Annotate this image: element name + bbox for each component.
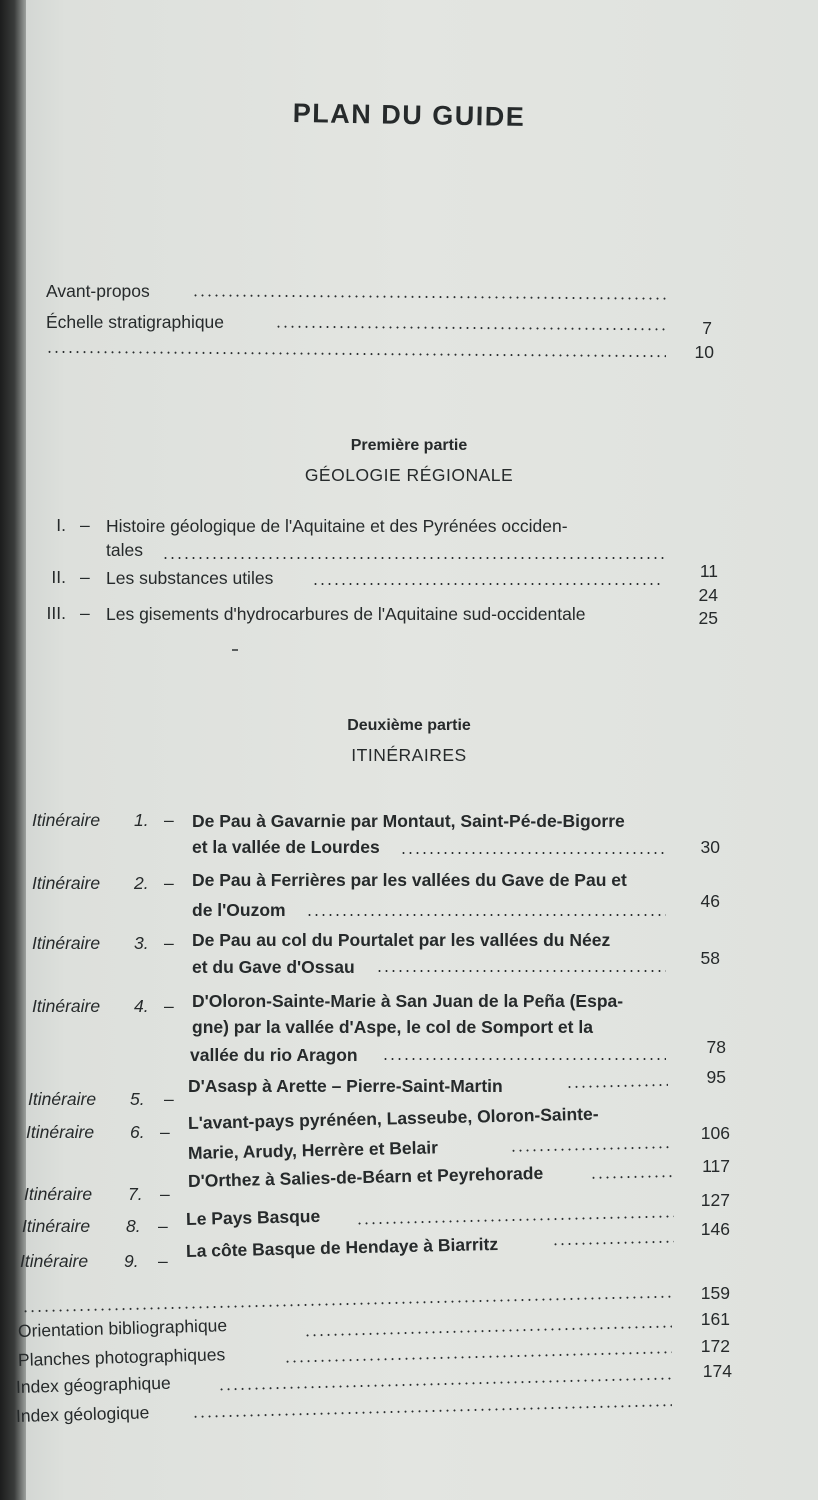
part-heading: Première partie: [350, 437, 468, 454]
itinerary-number: 2.: [134, 873, 149, 893]
dot-leader: [590, 1175, 672, 1179]
itinerary-label: Itinéraire: [22, 1216, 91, 1236]
itinerary-number: 3.: [134, 933, 149, 953]
dot-leader: [192, 1404, 672, 1418]
toc-entry-continuation: Marie, Arudy, Herrère et Belair: [187, 1137, 439, 1163]
itinerary-number: 1.: [134, 810, 149, 830]
dot-leader: [400, 852, 666, 854]
itinerary-label: Itinéraire: [32, 810, 101, 830]
itinerary-number: 7.: [128, 1184, 143, 1204]
page-number: 159: [700, 1283, 730, 1303]
roman-numeral: II.: [51, 567, 66, 587]
page-number: 174: [702, 1361, 732, 1381]
dot-leader: [275, 326, 665, 331]
page-number: 127: [700, 1190, 730, 1210]
itinerary-label: Itinéraire: [24, 1184, 93, 1204]
roman-numeral: I.: [56, 515, 66, 535]
page-number: 11: [699, 561, 718, 581]
page-number: 30: [700, 837, 720, 857]
page-number: 25: [698, 608, 718, 628]
page-number: 24: [698, 585, 718, 605]
page-number: 10: [694, 342, 714, 362]
dot-leader: [552, 1241, 674, 1246]
page-number: 46: [700, 891, 720, 911]
toc-entry-itineraire-2: De Pau à Ferrières par les vallées du Gave de Pau et: [192, 870, 627, 890]
itinerary-label: Itinéraire: [26, 1122, 95, 1142]
entry-dash: –: [164, 1089, 174, 1109]
dot-leader: [306, 914, 666, 916]
entry-dash: –: [164, 810, 174, 830]
dot-leader: [22, 1296, 672, 1313]
dot-leader: [162, 557, 664, 559]
toc-entry-itineraire-3: De Pau au col du Pourtalet par les vallées du Néez: [192, 930, 611, 950]
dot-leader: [510, 1146, 670, 1152]
toc-entry-orientation-bibliographique: Orientation bibliographique: [17, 1315, 228, 1341]
entry-dash: –: [158, 1216, 168, 1236]
dot-leader: [376, 970, 666, 972]
entry-dash: –: [80, 603, 90, 623]
itinerary-label: Itinéraire: [20, 1251, 89, 1271]
part-heading: Deuxième partie: [347, 717, 471, 734]
page-number: 161: [700, 1309, 730, 1329]
itinerary-number: 6.: [130, 1122, 145, 1142]
toc-entry-itineraire-7: D'Orthez à Salies-de-Béarn et Peyrehorade: [187, 1162, 544, 1191]
toc-entry-itineraire-8: Le Pays Basque: [185, 1205, 321, 1229]
page-title: PLAN DU GUIDE: [292, 97, 526, 133]
toc-entry-histoire-geologique: Histoire géologique de l'Aquitaine et des Pyrénées occiden-: [106, 516, 568, 536]
page-number: 117: [702, 1156, 730, 1176]
section-title: ITINÉRAIRES: [351, 745, 467, 765]
roman-numeral: III.: [46, 603, 66, 623]
ink-mark: [232, 649, 238, 651]
toc-entry-itineraire-6: L'avant-pays pyrénéen, Lasseube, Oloron-Sainte-: [187, 1103, 599, 1133]
itinerary-number: 4.: [134, 996, 149, 1016]
page-number: 146: [700, 1219, 730, 1239]
dot-leader: [304, 1326, 672, 1337]
toc-entry-substances-utiles: Les substances utiles: [106, 568, 274, 588]
itinerary-label: Itinéraire: [28, 1089, 97, 1109]
itinerary-number: 5.: [130, 1089, 145, 1109]
toc-entry-index-geologique: Index géologique: [15, 1402, 150, 1426]
toc-entry-planches-photographiques: Planches photographiques: [17, 1344, 226, 1370]
entry-dash: –: [164, 996, 174, 1016]
itinerary-label: Itinéraire: [32, 933, 101, 953]
toc-entry-avant-propos: Avant-propos: [46, 281, 150, 301]
toc-entry-itineraire-9: La côte Basque de Hendaye à Biarritz: [185, 1233, 499, 1261]
entry-dash: –: [80, 515, 90, 535]
toc-entry-gisements-hydrocarbures: Les gisements d'hydrocarbures de l'Aquitaine sud-occidentale: [106, 604, 586, 624]
page-number: 7: [702, 318, 712, 338]
entry-dash: –: [160, 1184, 170, 1204]
dot-leader: [566, 1084, 668, 1088]
toc-entry-continuation: gne) par la vallée d'Aspe, le col de Somport et la: [192, 1017, 593, 1037]
toc-entry-echelle-stratigraphique: Échelle stratigraphique: [46, 312, 225, 332]
entry-dash: –: [164, 933, 174, 953]
toc-entry-itineraire-1: De Pau à Gavarnie par Montaut, Saint-Pé-de-Bigorre: [192, 811, 625, 831]
dot-leader: [46, 351, 666, 357]
entry-dash: –: [80, 567, 90, 587]
toc-entry-itineraire-5: D'Asasp à Arette – Pierre-Saint-Martin: [188, 1076, 503, 1096]
dot-leader: [356, 1215, 674, 1224]
toc-entry-continuation: de l'Ouzom: [192, 900, 286, 920]
toc-entry-continuation: et la vallée de Lourdes: [192, 837, 380, 857]
dot-leader: [218, 1377, 672, 1390]
page-number: 95: [706, 1067, 726, 1087]
toc-entry-continuation: et du Gave d'Ossau: [192, 957, 355, 977]
itinerary-number: 9.: [124, 1251, 139, 1271]
dot-leader: [284, 1351, 672, 1362]
toc-entry-continuation: vallée du rio Aragon: [190, 1045, 358, 1065]
page-number: 106: [700, 1123, 730, 1143]
section-title: GÉOLOGIE RÉGIONALE: [304, 465, 514, 485]
dot-leader: [312, 583, 664, 585]
itinerary-label: Itinéraire: [32, 996, 101, 1016]
itinerary-label: Itinéraire: [32, 873, 101, 893]
dot-leader: [192, 294, 666, 299]
entry-dash: –: [158, 1251, 168, 1271]
toc-entry-continuation: tales: [106, 540, 143, 560]
dot-leader: [382, 1058, 666, 1060]
entry-dash: –: [164, 873, 174, 893]
itinerary-number: 8.: [126, 1216, 141, 1236]
toc-entry-itineraire-4: D'Oloron-Sainte-Marie à San Juan de la Peña (Espa-: [192, 991, 624, 1011]
page-number: 78: [706, 1037, 726, 1057]
toc-entry-index-geographique: Index géographique: [15, 1372, 171, 1397]
page-number: 58: [700, 948, 720, 968]
entry-dash: –: [160, 1122, 170, 1142]
page-number: 172: [700, 1336, 730, 1356]
